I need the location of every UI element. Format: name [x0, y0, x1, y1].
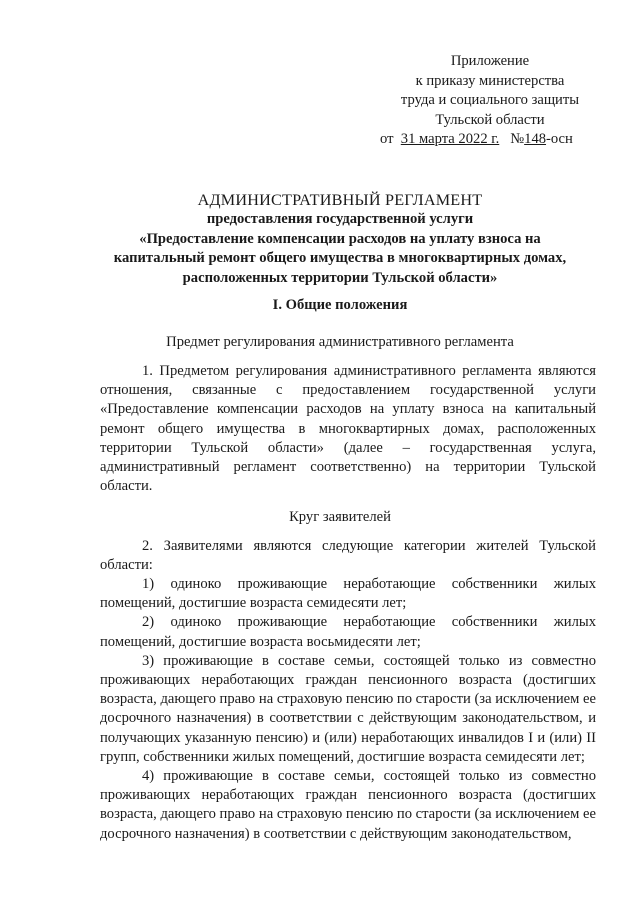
appendix-line-4: Тульской области [435, 111, 545, 128]
subheading-subject: Предмет регулирования административного регламента [166, 334, 514, 350]
date-prefix: от [380, 131, 394, 147]
list-item: 1) одиноко проживающие неработающие собственники жилых помещений, достигшие возраста семидесяти лет; [100, 576, 596, 612]
number-prefix: № [510, 131, 525, 147]
title-sub-1: предоставления государственной услуги [206, 211, 474, 227]
list-item: 4) проживающие в составе семьи, состоящей только из совместно проживающих неработающих граждан пенсионного возраста (достигших возраста, дающего право на страховую пенсию по старости (за исключением ее досрочного назначения) в соответствии с действующим законодательством, [100, 768, 596, 842]
order-date: 31 марта 2022 г. [400, 131, 500, 147]
title-sub-4: расположенных территории Тульской области» [182, 269, 498, 286]
section-title: I. Общие положения [272, 297, 408, 313]
subheading-applicants: Круг заявителей [289, 509, 391, 525]
document-title [100, 190, 580, 288]
paragraph-1: 1. Предметом регулирования административного регламента являются отношения, связанные с предоставлением государственной услуги «Предоставление компенсации расходов на уплату взноса на капитальный ремонт общего имущества в многоквартирных домах, расположенных территории Тульской области» (далее – государственная услуга, административный регламент соответственно) на территории Тульской области. [100, 363, 596, 495]
list-item: 3) проживающие в составе семьи, состоящей только из совместно проживающих неработающих граждан пенсионного возраста (достигших возраста, дающего право на страховую пенсию по старости (за исключением ее досрочного назначения) в соответствии с действующим законодательством, и получающих указанную пенсию) и (или) неработающих инвалидов I и (или) II групп, собственники жилых помещений, достигшие возраста семидесяти лет; [100, 652, 596, 765]
number-suffix: -осн [546, 131, 573, 147]
title-main: АДМИНИСТРАТИВНЫЙ РЕГЛАМЕНТ [197, 191, 483, 209]
appendix-line-3: труда и социального защиты [400, 92, 580, 108]
applicant-list [100, 575, 596, 844]
appendix-line-1: Приложение [450, 53, 530, 69]
paragraph-2: 2. Заявителями являются следующие категории жителей Тульской области: [100, 538, 596, 574]
order-number: 148 [524, 131, 547, 147]
list-item: 2) одиноко проживающие неработающие собственники жилых помещений, достигшие возраста восьмидесяти лет; [100, 614, 596, 650]
title-sub-2: «Предоставление компенсации расходов на уплату взноса на [139, 230, 541, 247]
appendix-date-line [370, 130, 610, 150]
title-sub-3: капитальный ремонт общего имущества в многоквартирных домах, [113, 250, 567, 267]
appendix-line-2: к приказу министерства [415, 72, 565, 89]
appendix-header [370, 52, 610, 150]
